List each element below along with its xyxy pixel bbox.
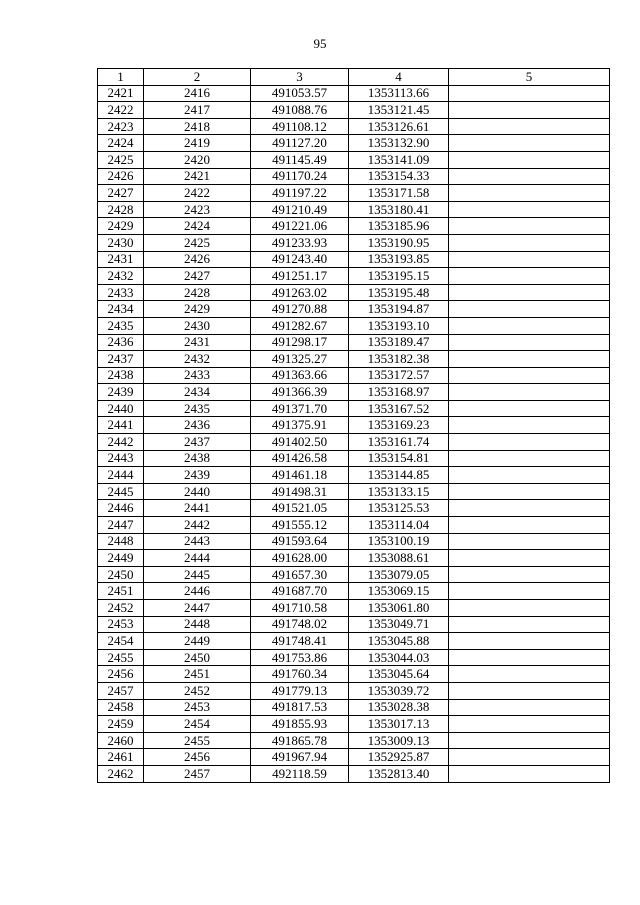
table-row [98, 566, 610, 583]
table-cell: 491145.49 [251, 151, 349, 168]
table-cell: 491197.22 [251, 185, 349, 202]
table-cell [449, 765, 610, 782]
table-cell: 2428 [98, 201, 144, 218]
table-cell: 491221.06 [251, 218, 349, 235]
table-cell: 2427 [98, 185, 144, 202]
table-cell: 2433 [144, 367, 251, 384]
table-cell: 2424 [98, 135, 144, 152]
table-cell [449, 749, 610, 766]
table-cell [449, 699, 610, 716]
table-row [98, 417, 610, 434]
column-header: 5 [449, 69, 610, 86]
table-cell: 2421 [144, 168, 251, 185]
table-cell: 1353193.10 [349, 317, 449, 334]
table-cell: 2437 [98, 351, 144, 368]
table-cell [449, 633, 610, 650]
table-cell: 1352813.40 [349, 765, 449, 782]
table-row [98, 367, 610, 384]
table-cell [449, 483, 610, 500]
table-cell: 491263.02 [251, 284, 349, 301]
table-cell: 2434 [144, 384, 251, 401]
table-cell: 2441 [98, 417, 144, 434]
table-cell: 1353061.80 [349, 600, 449, 617]
table-cell: 2424 [144, 218, 251, 235]
table-cell: 2416 [144, 85, 251, 102]
table-cell [449, 550, 610, 567]
table-cell: 2455 [144, 732, 251, 749]
table-cell [449, 135, 610, 152]
table-cell: 491593.64 [251, 533, 349, 550]
table-cell: 491127.20 [251, 135, 349, 152]
table-cell: 2420 [144, 151, 251, 168]
table-row [98, 699, 610, 716]
table-cell: 491282.67 [251, 317, 349, 334]
table-cell: 2440 [144, 483, 251, 500]
table-cell: 1353154.81 [349, 450, 449, 467]
table-cell: 491817.53 [251, 699, 349, 716]
table-cell: 1353195.48 [349, 284, 449, 301]
table-cell: 2449 [98, 550, 144, 567]
table-row [98, 185, 610, 202]
table-cell: 1353009.13 [349, 732, 449, 749]
table-cell: 491426.58 [251, 450, 349, 467]
table-cell: 2427 [144, 268, 251, 285]
table-row [98, 234, 610, 251]
table-cell: 2435 [144, 400, 251, 417]
table-cell: 2446 [144, 583, 251, 600]
table-cell: 1353045.64 [349, 666, 449, 683]
table-row [98, 301, 610, 318]
table-row [98, 765, 610, 782]
table-cell: 2443 [144, 533, 251, 550]
table-cell: 2422 [98, 102, 144, 119]
table-cell: 1353039.72 [349, 682, 449, 699]
table-cell: 2428 [144, 284, 251, 301]
table-cell [449, 201, 610, 218]
table-cell: 2430 [98, 234, 144, 251]
table-cell [449, 583, 610, 600]
table-cell: 491243.40 [251, 251, 349, 268]
table-cell: 2451 [98, 583, 144, 600]
table-row [98, 682, 610, 699]
table-cell: 1353195.15 [349, 268, 449, 285]
column-header: 2 [144, 69, 251, 86]
table-cell: 2457 [98, 682, 144, 699]
table-cell: 1353171.58 [349, 185, 449, 202]
table-row [98, 168, 610, 185]
table-cell: 1353017.13 [349, 716, 449, 733]
table-cell: 491657.30 [251, 566, 349, 583]
table-row [98, 151, 610, 168]
table-cell: 2439 [98, 384, 144, 401]
table-cell: 1353194.87 [349, 301, 449, 318]
table-cell [449, 616, 610, 633]
table-cell: 1353169.23 [349, 417, 449, 434]
table-cell: 2425 [144, 234, 251, 251]
table-cell: 491270.88 [251, 301, 349, 318]
table-cell: 2432 [98, 268, 144, 285]
table-cell [449, 334, 610, 351]
column-header: 4 [349, 69, 449, 86]
table-cell: 491170.24 [251, 168, 349, 185]
table-cell: 2456 [98, 666, 144, 683]
table-cell: 2452 [98, 600, 144, 617]
table-cell: 1353045.88 [349, 633, 449, 650]
table-cell: 491865.78 [251, 732, 349, 749]
table-row [98, 85, 610, 102]
table-cell: 1353028.38 [349, 699, 449, 716]
table-cell: 1353121.45 [349, 102, 449, 119]
table-cell: 2442 [144, 517, 251, 534]
table-cell: 1353125.53 [349, 500, 449, 517]
coordinates-table [97, 68, 610, 783]
table-cell: 1353167.52 [349, 400, 449, 417]
table-cell: 1353185.96 [349, 218, 449, 235]
table-cell: 1353133.15 [349, 483, 449, 500]
table-cell: 491375.91 [251, 417, 349, 434]
table-cell: 491555.12 [251, 517, 349, 534]
table-cell: 2450 [144, 649, 251, 666]
table-cell: 491108.12 [251, 118, 349, 135]
table-row [98, 334, 610, 351]
table-cell: 2421 [98, 85, 144, 102]
table-cell [449, 168, 610, 185]
table-cell: 2449 [144, 633, 251, 650]
table-row [98, 550, 610, 567]
table-cell: 2448 [144, 616, 251, 633]
table-cell: 491210.49 [251, 201, 349, 218]
table-cell [449, 732, 610, 749]
table-cell: 491325.27 [251, 351, 349, 368]
table-cell: 491521.05 [251, 500, 349, 517]
header-row [98, 69, 610, 86]
table-cell: 2445 [98, 483, 144, 500]
table-cell: 2426 [98, 168, 144, 185]
table-cell [449, 251, 610, 268]
table-cell: 2431 [144, 334, 251, 351]
table-cell: 491233.93 [251, 234, 349, 251]
table-row [98, 583, 610, 600]
table-row [98, 102, 610, 119]
table-cell: 2430 [144, 317, 251, 334]
table-cell: 2435 [98, 317, 144, 334]
table-cell: 2447 [98, 517, 144, 534]
table-cell: 2429 [144, 301, 251, 318]
table-cell [449, 151, 610, 168]
table-cell: 2455 [98, 649, 144, 666]
table-row [98, 251, 610, 268]
table-cell: 2453 [144, 699, 251, 716]
table-cell: 2438 [98, 367, 144, 384]
table-cell: 1353126.61 [349, 118, 449, 135]
table-cell: 2438 [144, 450, 251, 467]
table-cell: 2426 [144, 251, 251, 268]
table-row [98, 450, 610, 467]
table-row [98, 434, 610, 451]
table-row [98, 384, 610, 401]
table-cell: 1353044.03 [349, 649, 449, 666]
table-cell: 2453 [98, 616, 144, 633]
table-cell: 2445 [144, 566, 251, 583]
table-cell: 2444 [98, 467, 144, 484]
table-cell: 1353132.90 [349, 135, 449, 152]
table-row [98, 500, 610, 517]
table-cell [449, 500, 610, 517]
table-cell [449, 351, 610, 368]
table-cell [449, 284, 610, 301]
table-cell: 1353069.15 [349, 583, 449, 600]
table-cell: 2446 [98, 500, 144, 517]
table-cell: 491760.34 [251, 666, 349, 683]
table-cell: 2454 [144, 716, 251, 733]
table-cell: 2447 [144, 600, 251, 617]
table-cell [449, 600, 610, 617]
column-header: 3 [251, 69, 349, 86]
table-cell: 1353088.61 [349, 550, 449, 567]
table-cell [449, 317, 610, 334]
table-row [98, 467, 610, 484]
table-cell [449, 301, 610, 318]
table-cell [449, 367, 610, 384]
table-cell: 2440 [98, 400, 144, 417]
table-cell [449, 384, 610, 401]
table-cell: 2431 [98, 251, 144, 268]
table-cell: 1352925.87 [349, 749, 449, 766]
table-cell [449, 533, 610, 550]
table-cell: 2443 [98, 450, 144, 467]
table-cell: 491710.58 [251, 600, 349, 617]
table-cell: 2442 [98, 434, 144, 451]
table-cell [449, 666, 610, 683]
table-row [98, 268, 610, 285]
table-cell: 1353182.38 [349, 351, 449, 368]
table-cell: 2462 [98, 765, 144, 782]
table-cell: 1353161.74 [349, 434, 449, 451]
table-row [98, 483, 610, 500]
table-cell [449, 102, 610, 119]
table-cell: 2441 [144, 500, 251, 517]
table-cell: 2437 [144, 434, 251, 451]
table-row [98, 201, 610, 218]
table-row [98, 716, 610, 733]
table-cell: 2439 [144, 467, 251, 484]
table-cell: 1353189.47 [349, 334, 449, 351]
table-cell: 2457 [144, 765, 251, 782]
table-cell: 2436 [144, 417, 251, 434]
table-cell: 2459 [98, 716, 144, 733]
table-cell: 1353193.85 [349, 251, 449, 268]
table-cell: 1353100.19 [349, 533, 449, 550]
table-cell [449, 400, 610, 417]
table-cell: 491461.18 [251, 467, 349, 484]
table-cell: 2422 [144, 185, 251, 202]
table-row [98, 533, 610, 550]
table-cell: 2429 [98, 218, 144, 235]
table-cell: 2450 [98, 566, 144, 583]
table-cell: 2454 [98, 633, 144, 650]
table-cell: 491298.17 [251, 334, 349, 351]
table-cell: 491748.41 [251, 633, 349, 650]
table-cell: 2432 [144, 351, 251, 368]
table-cell: 491779.13 [251, 682, 349, 699]
table-cell: 2417 [144, 102, 251, 119]
table-row [98, 400, 610, 417]
table-cell [449, 566, 610, 583]
table-cell: 491251.17 [251, 268, 349, 285]
table-cell: 2461 [98, 749, 144, 766]
table-row [98, 135, 610, 152]
table-cell [449, 467, 610, 484]
table-cell [449, 417, 610, 434]
table-cell: 491366.39 [251, 384, 349, 401]
table-cell: 491748.02 [251, 616, 349, 633]
table-cell [449, 218, 610, 235]
table-cell: 1353114.04 [349, 517, 449, 534]
table-cell [449, 85, 610, 102]
table-row [98, 118, 610, 135]
table-cell [449, 234, 610, 251]
table-cell: 2434 [98, 301, 144, 318]
table-cell: 1353190.95 [349, 234, 449, 251]
table-cell [449, 118, 610, 135]
table-row [98, 517, 610, 534]
table-cell: 2452 [144, 682, 251, 699]
table-cell [449, 434, 610, 451]
table-cell: 1353141.09 [349, 151, 449, 168]
table-cell: 1353172.57 [349, 367, 449, 384]
table-row [98, 600, 610, 617]
table-cell: 2436 [98, 334, 144, 351]
table-cell: 491628.00 [251, 550, 349, 567]
table-row [98, 317, 610, 334]
table-cell: 2425 [98, 151, 144, 168]
table-cell: 491498.31 [251, 483, 349, 500]
table-cell: 2423 [98, 118, 144, 135]
table-row [98, 649, 610, 666]
table-body [98, 69, 610, 783]
table-cell: 491967.94 [251, 749, 349, 766]
table-cell: 1353154.33 [349, 168, 449, 185]
table-cell: 491363.66 [251, 367, 349, 384]
table-cell [449, 649, 610, 666]
table-cell: 2448 [98, 533, 144, 550]
table-row [98, 732, 610, 749]
table-cell: 491855.93 [251, 716, 349, 733]
table-row [98, 351, 610, 368]
table-row [98, 616, 610, 633]
table-cell [449, 185, 610, 202]
table-cell: 491371.70 [251, 400, 349, 417]
table-cell [449, 450, 610, 467]
page-number: 95 [313, 36, 327, 51]
table-cell: 491053.57 [251, 85, 349, 102]
table-cell: 491402.50 [251, 434, 349, 451]
table-cell: 491753.86 [251, 649, 349, 666]
table-cell: 2433 [98, 284, 144, 301]
table-cell [449, 682, 610, 699]
table-cell: 491088.76 [251, 102, 349, 119]
table-cell: 2423 [144, 201, 251, 218]
table-row [98, 749, 610, 766]
table-cell [449, 517, 610, 534]
table-cell: 1353180.41 [349, 201, 449, 218]
table-cell: 2451 [144, 666, 251, 683]
table-cell: 2444 [144, 550, 251, 567]
table-cell: 1353049.71 [349, 616, 449, 633]
table-cell: 2419 [144, 135, 251, 152]
table-cell: 2460 [98, 732, 144, 749]
table-row [98, 284, 610, 301]
table-cell: 491687.70 [251, 583, 349, 600]
table-cell [449, 716, 610, 733]
table-cell: 1353144.85 [349, 467, 449, 484]
column-header: 1 [98, 69, 144, 86]
table-row [98, 633, 610, 650]
table-cell: 1353168.97 [349, 384, 449, 401]
table-row [98, 666, 610, 683]
table-cell: 1353079.05 [349, 566, 449, 583]
table-cell: 492118.59 [251, 765, 349, 782]
table-cell: 2458 [98, 699, 144, 716]
table-cell: 2456 [144, 749, 251, 766]
table-cell [449, 268, 610, 285]
table-row [98, 218, 610, 235]
table-cell: 2418 [144, 118, 251, 135]
table-cell: 1353113.66 [349, 85, 449, 102]
